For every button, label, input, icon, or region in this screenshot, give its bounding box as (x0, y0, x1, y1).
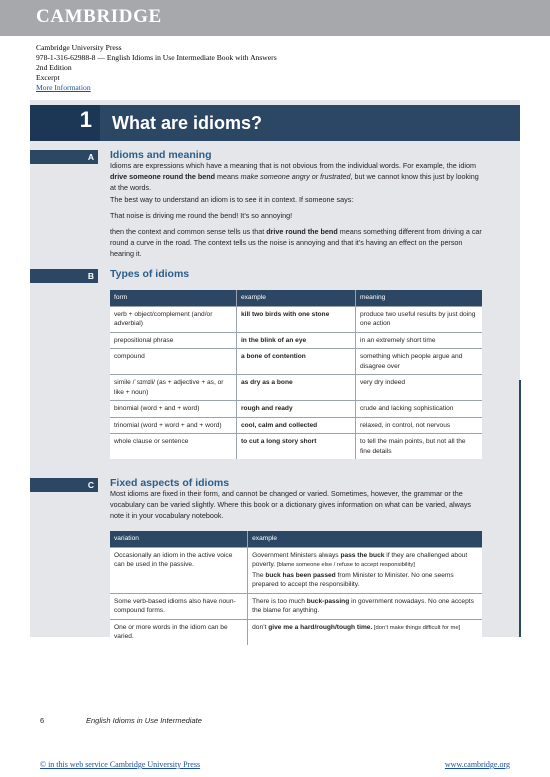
form-cell: verb + object/complement (and/or adverbial) (110, 306, 236, 332)
edition: 2nd Edition (36, 63, 72, 72)
table-row (110, 401, 482, 418)
section-b-tab: B (30, 269, 98, 283)
section-c-paragraph: Most idioms are fixed in their form, and cannot be changed or varied. Sometimes, however, the grammar or the vocabulary can be varied slightly. Where this book or a dictionary gives information on what can be varied, always note it in your vocabulary notebook. (110, 489, 472, 520)
more-information-link[interactable]: More Information (36, 83, 91, 92)
table-header-row (110, 531, 482, 547)
form-cell: compound (110, 349, 236, 375)
example-cell: rough and ready (236, 401, 355, 418)
table-row (110, 547, 482, 593)
table-row (110, 619, 482, 645)
form-cell: simile /ˈsɪmɪli/ (as + adjective + as, or like + noun) (110, 375, 236, 401)
variation-cell: Occasionally an idiom in the active voice can be used in the passive. (110, 547, 248, 593)
example-cell: in the blink of an eye (236, 332, 355, 349)
form-cell: binomial (word + and + word) (110, 401, 236, 418)
book-metadata (36, 43, 277, 93)
copyright-link[interactable]: © in this web service Cambridge University Press (40, 760, 201, 769)
form-cell: prepositional phrase (110, 332, 236, 349)
column-header: example (236, 290, 355, 306)
meaning-cell: produce two useful results by just doing one action (356, 306, 483, 332)
table-row (110, 434, 482, 460)
meaning-cell: to tell the main points, but not all the fine details (356, 434, 483, 460)
unit-header (30, 105, 520, 141)
section-c-tab: C (30, 478, 98, 492)
variation-cell: Some verb-based idioms also have noun-compound forms. (110, 593, 248, 619)
table-row (110, 375, 482, 401)
unit-number: 1 (30, 105, 100, 141)
idiom-variation-table (110, 531, 482, 645)
example-cell: Government Ministers always pass the buck if they are challenged about poverty. [blame someone else / refuse to accept responsibility] The buck has been passed from Minister to Minister. No one seems prepared to accept the responsibility. (248, 547, 482, 593)
table-row (110, 332, 482, 349)
excerpt-label: Excerpt (36, 73, 60, 82)
example-cell: to cut a long story short (236, 434, 355, 460)
meaning-cell: something which people argue and disagree over (356, 349, 483, 375)
idiom-types-table (110, 290, 482, 459)
column-header: variation (110, 531, 248, 547)
table-row (110, 417, 482, 434)
example-cell: kill two birds with one stone (236, 306, 355, 332)
meaning-cell: relaxed, in control, not nervous (356, 417, 483, 434)
example-cell: don’t give me a hard/rough/tough time. [don’t make things difficult for me] (248, 619, 482, 645)
table-header-row (110, 290, 482, 306)
example-cell: cool, calm and collected (236, 417, 355, 434)
unit-title: What are idioms? (112, 113, 263, 133)
page-number: 6 (40, 716, 45, 725)
section-a-tab: A (30, 150, 98, 164)
column-header: meaning (356, 290, 483, 306)
meaning-cell: very dry indeed (356, 375, 483, 401)
column-header: form (110, 290, 236, 306)
section-b-title: Types of idioms (110, 268, 190, 280)
section-c-title: Fixed aspects of idioms (110, 477, 230, 489)
form-cell: whole clause or sentence (110, 434, 236, 460)
cambridge-logo: CAMBRIDGE (36, 6, 162, 27)
table-row (110, 349, 482, 375)
website-link[interactable]: www.cambridge.org (444, 760, 510, 769)
header-bar (0, 0, 550, 36)
section-a-title: Idioms and meaning (110, 149, 212, 161)
footer-book-title: English Idioms in Use Intermediate (86, 716, 202, 725)
meaning-cell: crude and lacking sophistication (356, 401, 483, 418)
example-cell: There is too much buck-passing in government nowadays. No one accepts the blame for anything. (248, 593, 482, 619)
section-a-example: That noise is driving me round the bend! It’s so annoying! (110, 211, 293, 220)
form-cell: trinomial (word + word + and + word) (110, 417, 236, 434)
example-cell: a bone of contention (236, 349, 355, 375)
publisher: Cambridge University Press (36, 43, 122, 52)
table-row (110, 306, 482, 332)
section-a-paragraph-2: The best way to understand an idiom is to see it in context. If someone says: (110, 195, 354, 204)
variation-cell: One or more words in the idiom can be varied. (110, 619, 248, 645)
section-a-paragraph-3: then the context and common sense tells us that drive round the bend means something different from driving a car round a curve in the road. The context tells us the noise is annoying and that it’s having an effect on the person hearing it. (110, 227, 482, 258)
column-header: example (248, 531, 482, 547)
section-a-paragraph-1: Idioms are expressions which have a meaning that is not obvious from the individual words. For example, the idiom drive someone round the bend means make someone angry or frustrated, but we cannot know this just by looking at the words. (110, 161, 479, 192)
example-cell: as dry as a bone (236, 375, 355, 401)
isbn-line: 978-1-316-62988-8 — English Idioms in Use Intermediate Book with Answers (36, 53, 277, 62)
table-row (110, 593, 482, 619)
side-rule (519, 380, 521, 637)
meaning-cell: in an extremely short time (356, 332, 483, 349)
